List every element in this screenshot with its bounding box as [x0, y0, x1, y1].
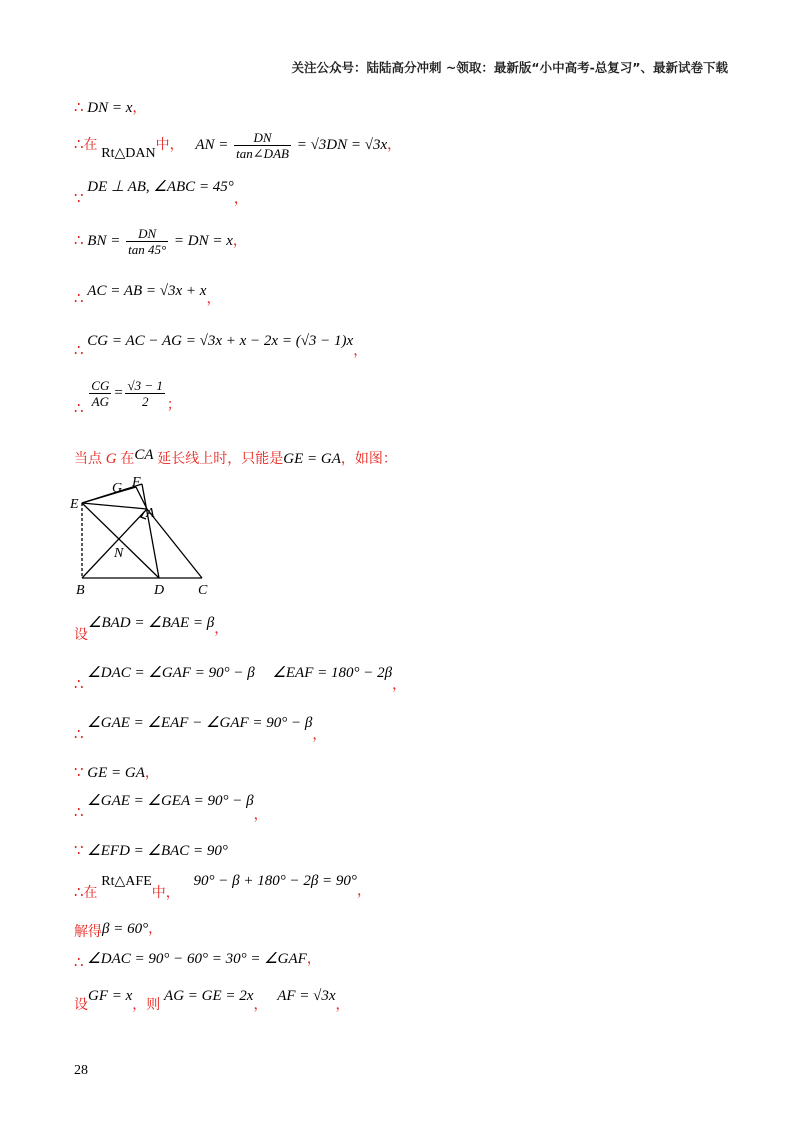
punctuation: ， [148, 921, 163, 937]
fraction-denominator: tan 45° [128, 242, 167, 257]
step-cg [74, 330, 368, 359]
equals-sign: = [113, 384, 124, 401]
therefore-symbol: ∴ [74, 955, 84, 971]
label-g: G [112, 481, 123, 496]
fraction-numerator: DN [234, 130, 291, 146]
text-zhong: 中， [151, 885, 180, 901]
page-number: 28 [74, 1063, 88, 1078]
therefore-symbol: ∴ [74, 343, 84, 359]
segment-ab [82, 509, 147, 578]
label-f: F [132, 475, 141, 490]
triangle-name: Rt△DAN [101, 145, 156, 161]
math-expression: DN = x [87, 100, 133, 116]
math-expression: GE = GA [87, 765, 145, 781]
punctuation: ， [312, 727, 327, 743]
math-lhs: BN = [87, 232, 121, 249]
fraction-numerator: DN [126, 226, 168, 242]
page-header: 关注公众号：陆陆高分冲刺 ~领取：最新版“小中高考-总复习”、最新试卷下载 [291, 60, 728, 75]
punctuation: ， [232, 232, 247, 249]
step-solve-beta [74, 918, 162, 938]
math-expression: DE ⊥ AB, ∠ABC = 45° [87, 179, 234, 195]
fraction-denominator: 2 [141, 394, 149, 409]
math-expression: ∠GAE = ∠EAF − ∠GAF = 90° − β [87, 715, 313, 731]
segment-ac [147, 509, 202, 578]
punctuation: ， [253, 997, 268, 1013]
step-de-perp-ab [74, 176, 248, 207]
fraction-cg-ag [89, 378, 111, 409]
text-zhong: 中， [155, 136, 184, 153]
step-ac-ab [74, 280, 221, 307]
segment-ea [82, 503, 147, 509]
math-expression: ∠DAC = ∠GAF = 90° − β [87, 665, 255, 681]
punctuation: ； [166, 396, 181, 413]
math-expression: GF = x [88, 988, 133, 1004]
therefore-symbol: ∴ [74, 232, 84, 249]
step-ratio [74, 378, 181, 417]
text-then: ，则 [132, 997, 161, 1013]
label-c: C [198, 583, 208, 598]
fraction-denominator: tan∠DAB [236, 146, 289, 161]
math-expression: AG = GE = 2x [164, 988, 254, 1004]
punctuation: ， [144, 765, 159, 781]
step-gae-gea [74, 790, 268, 823]
text: ，如图： [340, 451, 397, 467]
geometry-figure [66, 472, 226, 600]
because-symbol: ∵ [74, 843, 84, 859]
step-an-in-triangle [74, 130, 401, 161]
label-b: B [76, 583, 85, 598]
math-lhs: AN = [195, 136, 229, 153]
step-triangle-afe [74, 870, 371, 901]
fraction [234, 130, 291, 161]
math-rhs: = DN = x [173, 232, 233, 249]
fraction-denominator: AG [91, 394, 109, 409]
punctuation: ， [335, 997, 350, 1013]
math-expression: ∠GAE = ∠GEA = 90° − β [87, 793, 254, 809]
because-symbol: ∵ [74, 765, 84, 781]
text-set: 设 [74, 627, 88, 643]
text-solve: 解得 [74, 924, 102, 940]
therefore-symbol: ∴ [74, 677, 84, 693]
punctuation: ， [356, 883, 371, 899]
punctuation: ， [214, 621, 229, 637]
text-zai: 在 [83, 885, 98, 901]
math-expression: ∠BAD = ∠BAE = β [88, 615, 215, 631]
step-dn-equals-x [74, 97, 146, 117]
because-symbol: ∵ [74, 191, 84, 207]
fraction-numerator: √3 − 1 [127, 378, 163, 393]
text: 当点 [74, 451, 102, 467]
step-dac-value [74, 948, 321, 971]
segment-ca: CA [134, 447, 154, 463]
text: 在 [120, 451, 135, 467]
label-a: A [146, 506, 155, 521]
math-expression: AC = AB = √3x + x [87, 283, 207, 299]
step-set-gf [74, 985, 350, 1013]
label-d: D [154, 583, 165, 598]
punctuation: ， [132, 100, 147, 116]
math-expression: 90° − β + 180° − 2β = 90° [193, 873, 357, 889]
fraction-numerator: CG [91, 378, 110, 393]
label-e: E [70, 497, 79, 512]
step-efd-bac [74, 841, 228, 860]
step-bn [74, 226, 247, 257]
text: 延长线上时，只能是 [157, 451, 284, 467]
therefore-symbol: ∴ [74, 805, 84, 821]
label-n: N [114, 546, 124, 561]
math-expression: AF = √3x [277, 988, 336, 1004]
math-expression: CG = AC − AG = √3x + x − 2x = (√3 − 1)x [87, 333, 354, 349]
therefore-symbol: ∴ [74, 400, 84, 417]
punctuation: ， [306, 951, 321, 967]
punctuation: ， [253, 807, 268, 823]
step-set-beta [74, 612, 229, 643]
punctuation: ， [353, 343, 368, 359]
step-ge-ga [74, 762, 159, 782]
punctuation: ， [392, 677, 407, 693]
math-expression: β = 60° [102, 921, 149, 937]
case-g-on-extension [74, 448, 397, 468]
punctuation: ， [206, 291, 221, 307]
point-g: G [105, 451, 117, 467]
math-expression: ∠EFD = ∠BAC = 90° [87, 843, 228, 859]
math-expression: ∠DAC = 90° − 60° = 30° = ∠GAF [87, 951, 307, 967]
punctuation: ， [387, 136, 402, 153]
therefore-symbol: ∴ [74, 727, 84, 743]
fraction [126, 226, 168, 257]
math-expression: ∠EAF = 180° − 2β [272, 665, 393, 681]
therefore-symbol: ∴ [74, 136, 84, 153]
fraction-result [125, 378, 164, 409]
therefore-symbol: ∴ [74, 100, 84, 116]
text-zai: 在 [83, 136, 98, 153]
step-gae [74, 712, 327, 743]
text-set: 设 [74, 997, 88, 1013]
punctuation: ， [233, 191, 248, 207]
step-dac-gaf [74, 662, 407, 693]
therefore-symbol: ∴ [74, 291, 84, 307]
therefore-symbol: ∴ [74, 885, 84, 901]
math-rhs: = √3DN = √3x [296, 136, 388, 153]
triangle-name: Rt△AFE [101, 874, 152, 889]
math-expression: GE = GA [283, 451, 341, 467]
